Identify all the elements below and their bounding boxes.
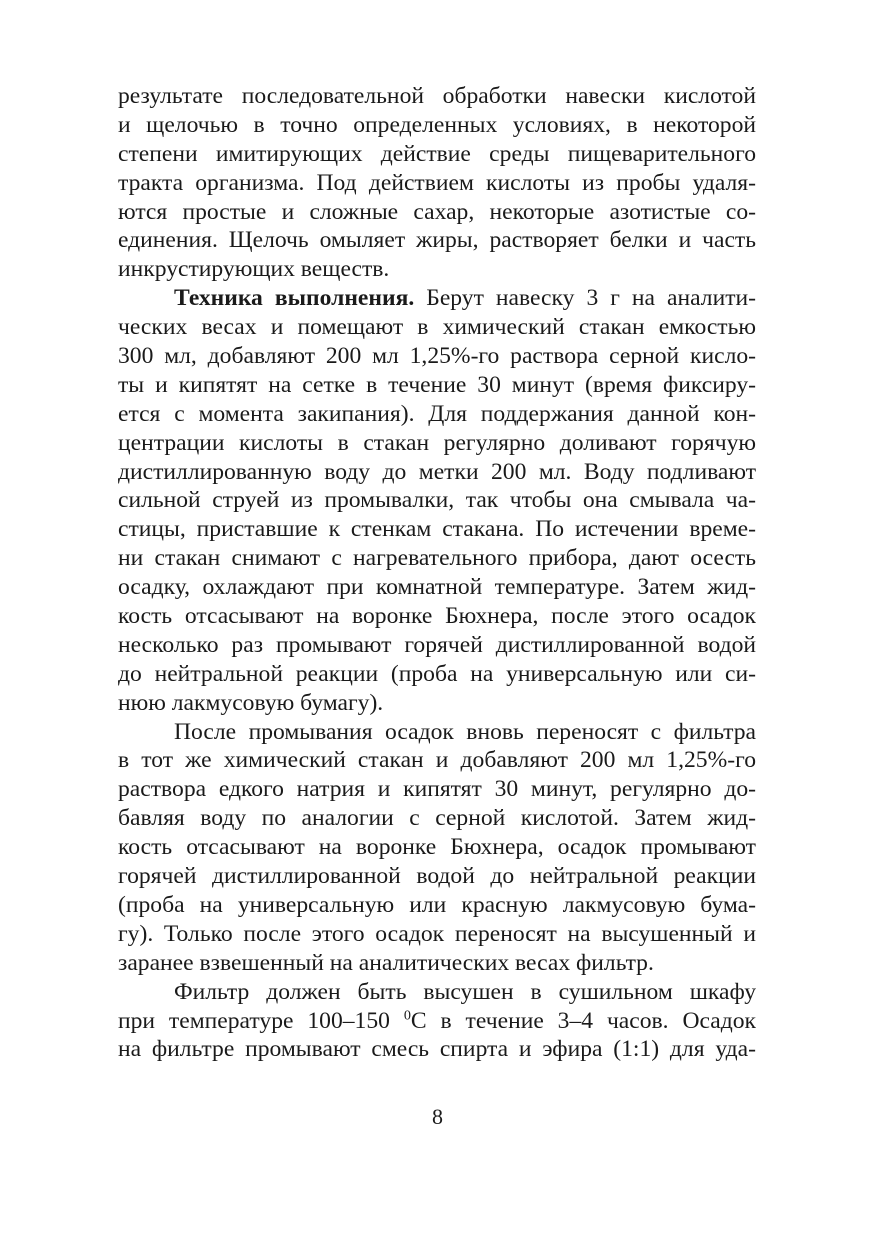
text-line: ты и кипятят на сетке в течение 30 минут (время фиксиру- (118, 371, 756, 398)
text-line: тракта организма. Под действием кислоты из пробы удаля- (118, 169, 756, 196)
text-line: ни стакан снимают с нагревательного прибора, дают осесть (118, 545, 756, 572)
text-line: несколько раз промывают горячей дистиллированной водой (118, 631, 756, 658)
page-number: 8 (432, 1104, 443, 1129)
text-line: После промывания осадок вновь переносят с фильтра (174, 718, 756, 745)
text-line: (проба на универсальную или красную лакмусовую бума- (118, 891, 756, 918)
text-line: Фильтр должен быть высушен в сушильном шкафу (174, 978, 756, 1005)
text-line: гу). Только после этого осадок переносят на высушенный и (118, 920, 756, 947)
page-text (118, 82, 756, 1064)
text-line: горячей дистиллированной водой до нейтральной реакции (118, 863, 756, 890)
paragraph-3 (118, 718, 756, 978)
paragraph-lead-bold: Техника выполнения. (174, 285, 415, 312)
text-line: до нейтральной реакции (проба на универсальную или си- (118, 660, 756, 687)
text-line: единения. Щелочь омыляет жиры, растворяет белки и часть (118, 227, 756, 254)
text-line: заранее взвешенный на аналитических весах фильтр. (118, 949, 654, 976)
paragraph-4 (118, 978, 756, 1065)
text-line: ются простые и сложные сахар, некоторые азотистые со- (118, 198, 756, 225)
text-line: 300 мл, добавляют 200 мл 1,25%-го раствора серной кисло- (118, 343, 756, 370)
text-line: и щелочью в точно определенных условиях, в некоторой (118, 111, 756, 138)
text-line: ется с момента закипания). Для поддержания данной кон- (118, 400, 756, 427)
text-line: стицы, приставшие к стенкам стакана. По истечении време- (118, 516, 756, 543)
text-line (118, 284, 756, 313)
text-line: осадку, охлаждают при комнатной температуре. Затем жид- (118, 574, 756, 601)
paragraph-1 (118, 82, 756, 284)
text-line: бавляя воду по аналогии с серной кислотой. Затем жид- (118, 805, 756, 832)
text-fragment: при температуре 100–150 (118, 1007, 404, 1034)
text-fragment: Берут навеску 3 г на аналити- (414, 285, 757, 312)
text-line: кость отсасывают на воронке Бюхнера, после этого осадок (118, 603, 756, 630)
text-line: нюю лакмусовую бумагу). (118, 689, 384, 716)
text-line: на фильтре промывают смесь спирта и эфира (1:1) для уда- (118, 1036, 756, 1063)
degree-superscript: 0 (403, 1007, 411, 1024)
text-line: раствора едкого натрия и кипятят 30 минут, регулярно до- (118, 776, 756, 803)
text-fragment: С в течение 3–4 часов. Осадок (410, 1007, 757, 1034)
text-line (118, 1007, 756, 1036)
text-line: дистиллированную воду до метки 200 мл. Воду подливают (118, 458, 756, 485)
text-line: ческих весах и помещают в химический стакан емкостью (118, 314, 756, 341)
paragraph-2 (118, 284, 756, 717)
text-line: сильной струей из промывалки, так чтобы она смывала ча- (118, 487, 756, 514)
text-line: кость отсасывают на воронке Бюхнера, осадок промывают (118, 834, 756, 861)
text-line: инкрустирующих веществ. (118, 256, 390, 283)
text-line: степени имитирующих действие среды пищеварительного (118, 140, 756, 167)
text-line: результате последовательной обработки навески кислотой (118, 83, 756, 109)
text-line: центрации кислоты в стакан регулярно доливают горячую (118, 429, 756, 456)
text-line: в тот же химический стакан и добавляют 200 мл 1,25%-го (118, 747, 756, 774)
